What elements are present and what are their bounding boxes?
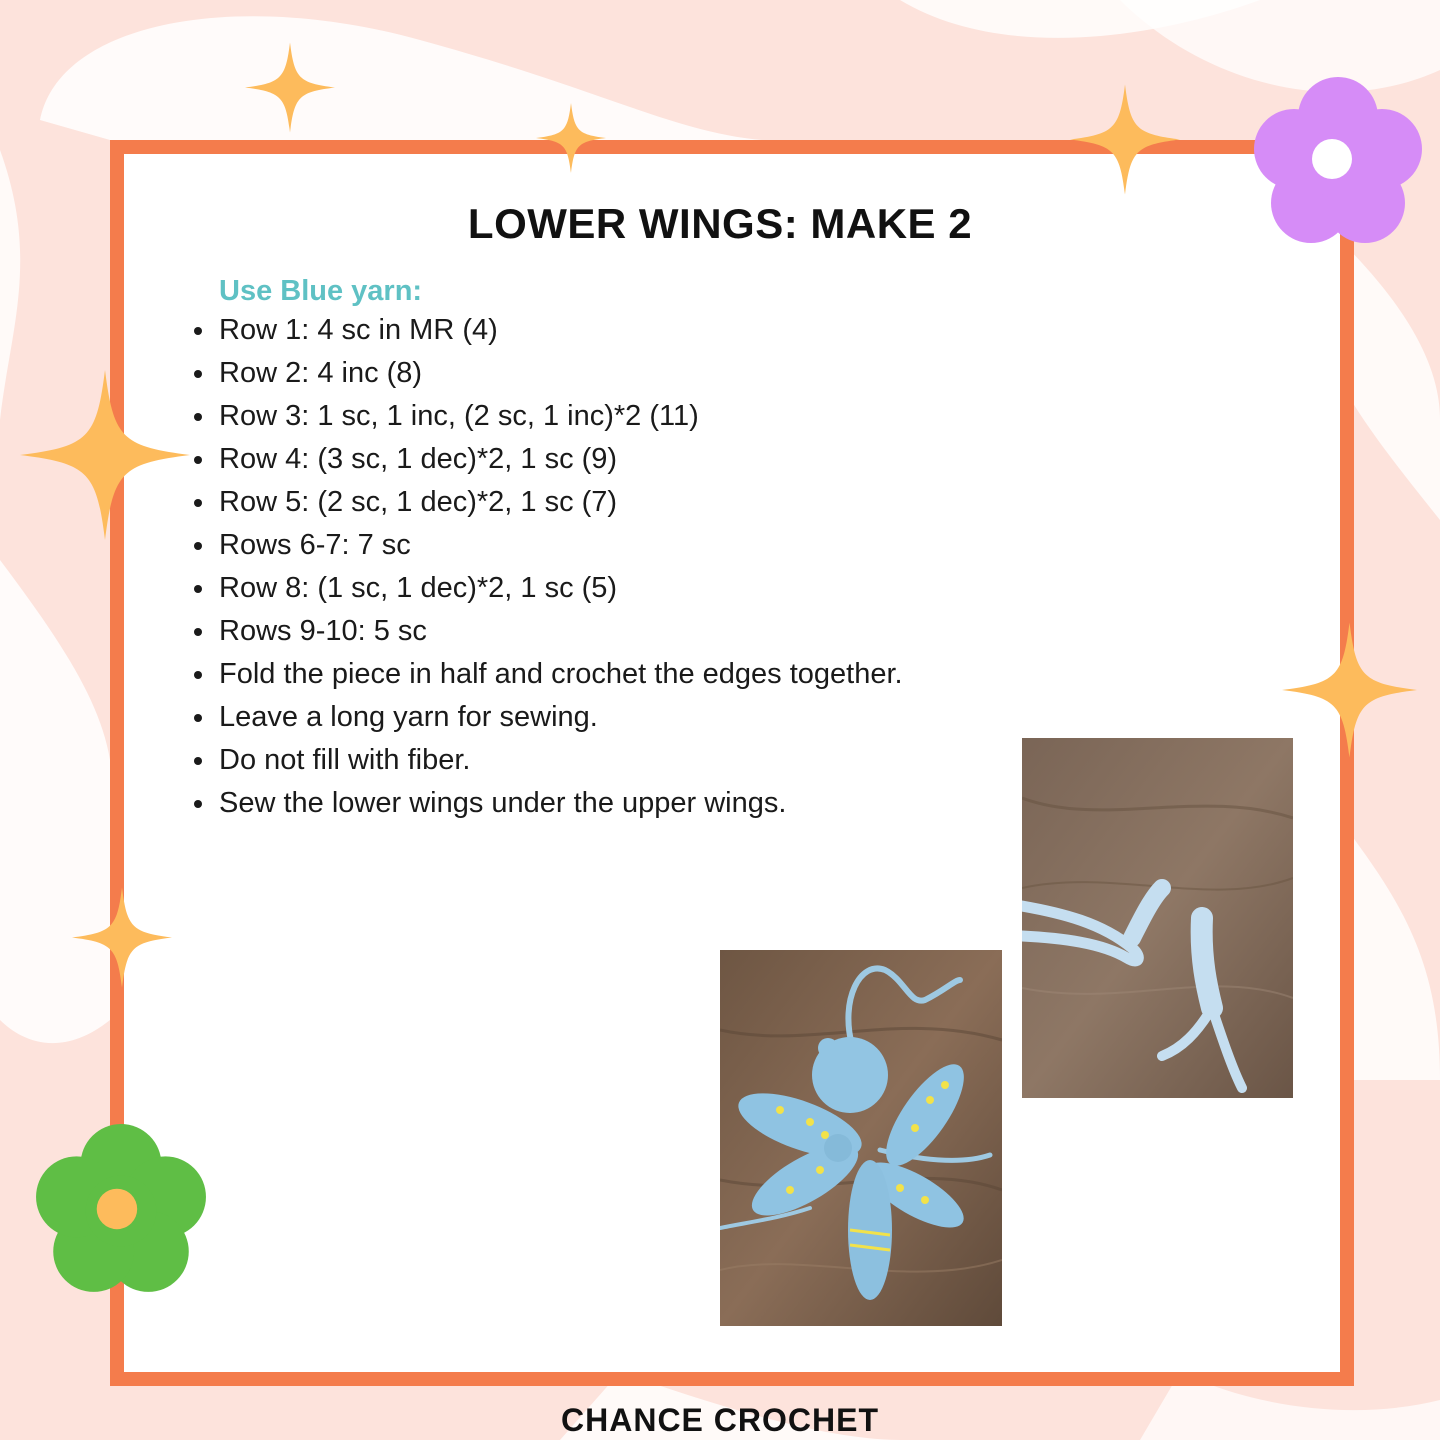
sparkle-icon — [1282, 620, 1417, 760]
brand-footer: CHANCE CROCHET — [561, 1402, 879, 1438]
list-item: Row 1: 4 sc in MR (4) — [190, 311, 903, 354]
sparkle-icon — [72, 885, 172, 990]
list-item: Row 5: (2 sc, 1 dec)*2, 1 sc (7) — [190, 483, 903, 526]
sparkle-icon — [1070, 82, 1180, 197]
list-item: Fold the piece in half and crochet the edges together. — [190, 655, 903, 698]
list-item: Leave a long yarn for sewing. — [190, 698, 903, 741]
list-item: Rows 9-10: 5 sc — [190, 612, 903, 655]
sparkle-icon — [536, 102, 606, 174]
list-item: Row 2: 4 inc (8) — [190, 354, 903, 397]
sparkle-icon — [20, 365, 190, 545]
dragonfly-photo — [720, 950, 1002, 1326]
flower-icon — [32, 1122, 210, 1300]
pattern-steps-list — [190, 311, 903, 827]
list-item: Row 3: 1 sc, 1 inc, (2 sc, 1 inc)*2 (11) — [190, 397, 903, 440]
sparkle-icon — [245, 40, 335, 135]
list-item: Do not fill with fiber. — [190, 741, 903, 784]
flower-icon — [1250, 75, 1426, 251]
list-item: Row 8: (1 sc, 1 dec)*2, 1 sc (5) — [190, 569, 903, 612]
page-title: LOWER WINGS: MAKE 2 — [467, 200, 973, 247]
yarn-label: Use Blue yarn: — [219, 275, 423, 307]
lower-wings-photo — [1022, 738, 1293, 1098]
list-item: Rows 6-7: 7 sc — [190, 526, 903, 569]
list-item: Row 4: (3 sc, 1 dec)*2, 1 sc (9) — [190, 440, 903, 483]
list-item: Sew the lower wings under the upper wings. — [190, 784, 903, 827]
